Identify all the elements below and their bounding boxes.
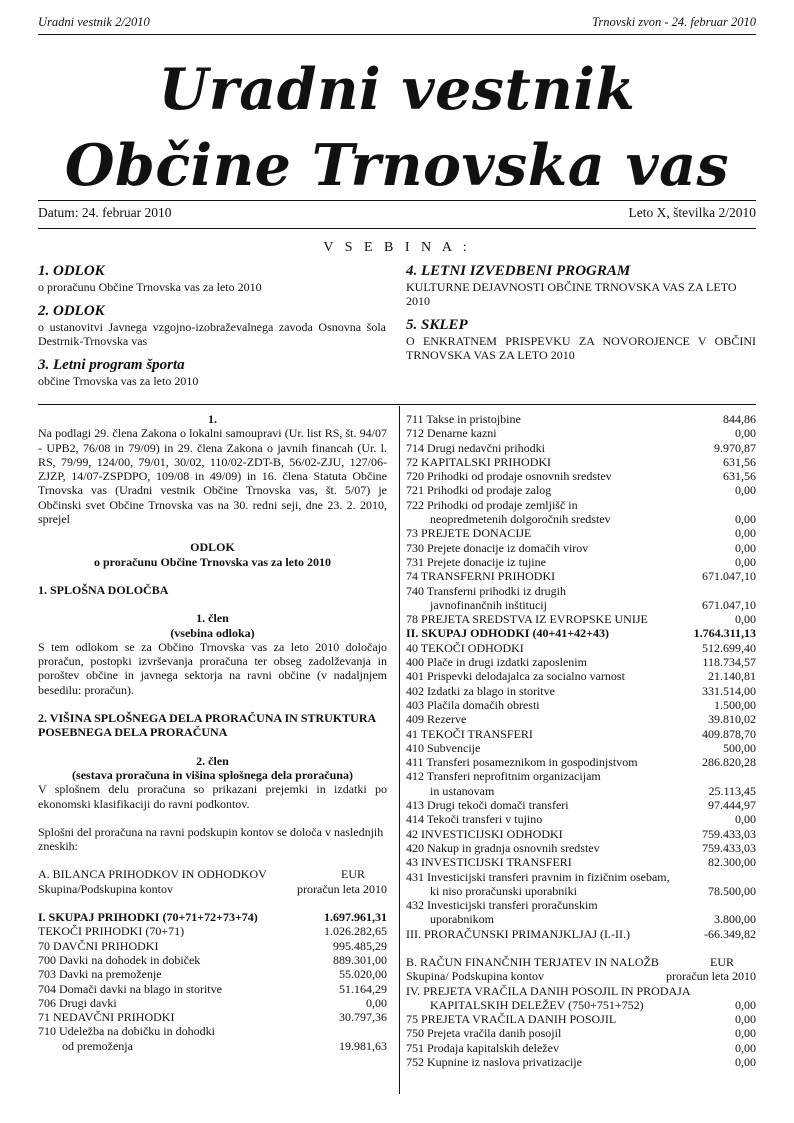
table-row	[406, 641, 756, 655]
table-row	[406, 984, 756, 998]
row-label: 714 Drugi nedavčni prihodki	[406, 440, 545, 455]
row-label: 409 Rezerve	[406, 712, 467, 727]
group-label: Skupina/Podskupina kontov	[38, 881, 174, 896]
row-value: 631,56	[723, 454, 756, 469]
table-row	[406, 655, 756, 669]
table-row	[38, 910, 387, 924]
toc-heading: 2. ODLOK	[38, 303, 105, 319]
row-value: 631,56	[723, 469, 756, 484]
issue-number: Leto X, številka 2/2010	[628, 205, 756, 220]
toc-item[interactable]	[406, 262, 756, 308]
table-row	[406, 1055, 756, 1069]
toc-text: KULTURNE DEJAVNOSTI OBČINE TRNOVSKA VAS ZA LETO 2010	[406, 280, 737, 308]
row-label: 43 INVESTICIJSKI TRANSFERI	[406, 855, 572, 870]
row-label: IV. PREJETA VRAČILA DANIH POSOJIL IN PRODAJA	[406, 983, 691, 998]
table-row	[406, 1026, 756, 1040]
row-label: 751 Prodaja kapitalskih deležev	[406, 1040, 559, 1055]
row-value: 1.764.311,13	[693, 626, 756, 641]
table-row	[406, 498, 756, 512]
row-label: in ustanovam	[430, 783, 495, 798]
row-value: 409.878,70	[702, 726, 756, 741]
table-a-header	[38, 867, 387, 881]
table-row	[406, 769, 756, 783]
odlok-title: ODLOK	[190, 540, 235, 555]
table-row	[406, 426, 756, 440]
row-value: 0,00	[735, 1012, 756, 1027]
row-label: ki niso proračunski uporabniki	[430, 883, 577, 898]
row-value: 25.113,45	[708, 783, 756, 798]
row-value: 55.020,00	[339, 967, 387, 982]
table-row	[406, 755, 756, 769]
row-label: TEKOČI PRIHODKI (70+71)	[38, 924, 185, 939]
dateline	[38, 205, 756, 223]
row-label: 414 Tekoči transferi v tujino	[406, 812, 543, 827]
row-label: 40 TEKOČI ODHODKI	[406, 640, 524, 655]
table-row	[406, 512, 756, 526]
row-label: 73 PREJETE DONACIJE	[406, 526, 532, 541]
table-row	[406, 912, 756, 926]
right-column	[406, 412, 756, 1069]
table-row	[38, 967, 387, 981]
toc-text: O ENKRATNEM PRISPEVKU ZA NOVOROJENCE V OBČINI TRNOVSKA VAS ZA LETO 2010	[406, 334, 756, 362]
table-a-subheader	[38, 882, 387, 896]
masthead	[38, 52, 756, 204]
row-label: 411 Transferi posameznikom in gospodinjstvom	[406, 755, 638, 770]
running-header-right: Trnovski zvon - 24. februar 2010	[592, 15, 756, 29]
row-value: 0,00	[735, 1040, 756, 1055]
table-row	[406, 784, 756, 798]
table-row	[406, 827, 756, 841]
table-row	[406, 569, 756, 583]
row-value: 0,00	[735, 997, 756, 1012]
row-label: 400 Plače in drugi izdatki zaposlenim	[406, 655, 587, 670]
toc-text: o ustanovitvi Javnega vzgojno-izobraževalnega zavoda Osnovna šola Destrnik-Trnovska vas	[38, 320, 386, 348]
table-row	[406, 927, 756, 941]
toc-rule	[38, 404, 756, 405]
odlok-subtitle: o proračunu Občine Trnovska vas za leto 2010	[93, 554, 332, 569]
row-label: 721 Prihodki od prodaje zalog	[406, 483, 552, 498]
row-label: I. SKUPAJ PRIHODKI (70+71+72+73+74)	[38, 910, 258, 925]
row-value: 759.433,03	[702, 840, 756, 855]
row-label: 75 PREJETA VRAČILA DANIH POSOJIL	[406, 1012, 617, 1027]
preamble: Na podlagi 29. člena Zakona o lokalni samoupravi (Ur. list RS, št. 94/07 - UPB2, 76/08 in 79/09) in 29. člena Zakona o javnih financah (Ur. l. RS, 79/99, 124/00, 79/01, 30/02, 110/02-ZDT-B, 56/02-ZJU, 127/06-ZJZP, 14/07-ZSPDPO, 109/08 in 49/09) in 16. člena Statuta Občine Trnovska vas (Uradni vestnik Občine Trnovska vas, št. 5/07) je Občinski svet Občine Trnovska vas na 30. redni seji, dne 23. 2. 2010, sprejel	[38, 426, 387, 527]
table-row	[38, 1024, 387, 1038]
row-value: 844,86	[723, 412, 756, 426]
row-value: 286.820,28	[702, 755, 756, 770]
row-value: 0,00	[735, 1055, 756, 1070]
row-value: 331.514,00	[702, 683, 756, 698]
row-label: javnofinančnih inštitucij	[430, 597, 547, 612]
table-row	[406, 841, 756, 855]
section-1-heading: 1. SPLOŠNA DOLOČBA	[38, 582, 169, 597]
row-label: 402 Izdatki za blago in storitve	[406, 683, 555, 698]
table-row	[406, 526, 756, 540]
row-label: uporabnikom	[430, 912, 494, 927]
row-label: II. SKUPAJ ODHODKI (40+41+42+43)	[406, 626, 609, 641]
row-value: 0,00	[735, 540, 756, 555]
table-row	[406, 669, 756, 683]
table-row	[406, 684, 756, 698]
toc-item[interactable]	[406, 316, 756, 362]
row-label: 410 Subvencije	[406, 740, 481, 755]
row-value: 30.797,36	[339, 1010, 387, 1025]
row-label: 42 INVESTICIJSKI ODHODKI	[406, 826, 563, 841]
row-label: 704 Domači davki na blago in storitve	[38, 981, 222, 996]
row-label: 403 Plačila domačih obresti	[406, 697, 540, 712]
row-value: 1.026.282,65	[324, 924, 387, 939]
left-column	[38, 412, 387, 1053]
table-row	[406, 469, 756, 483]
row-label: 420 Nakup in gradnja osnovnih sredstev	[406, 840, 600, 855]
table-row	[406, 1012, 756, 1026]
row-label: 72 KAPITALSKI PRIHODKI	[406, 454, 552, 469]
row-label: 71 NEDAVČNI PRIHODKI	[38, 1010, 175, 1025]
currency-label: EUR	[710, 954, 734, 969]
masthead-line-2: Občine Trnovska vas	[64, 132, 730, 199]
row-label: 712 Denarne kazni	[406, 426, 497, 441]
row-value: 0,00	[735, 554, 756, 569]
budget-year-label: proračun leta 2010	[297, 881, 387, 896]
group-label: Skupina/ Podskupina kontov	[406, 969, 545, 984]
table-row	[406, 727, 756, 741]
table-row	[38, 982, 387, 996]
toc-heading: 4. LETNI IZVEDBENI PROGRAM	[406, 263, 631, 279]
article-2-title: 2. člen	[196, 753, 229, 768]
row-value: 671.047,10	[702, 569, 756, 584]
row-label: 412 Transferi neprofitnim organizacijam	[406, 769, 601, 784]
row-value: 0,00	[735, 812, 756, 827]
currency-label: EUR	[341, 867, 365, 882]
row-value: 0,00	[735, 426, 756, 441]
column-divider	[399, 406, 400, 1094]
table-row	[406, 712, 756, 726]
row-label: 740 Transferni prihodki iz drugih	[406, 583, 566, 598]
row-value: 0,00	[735, 512, 756, 527]
toc-heading: 5. SKLEP	[406, 317, 468, 333]
row-value: 0,00	[366, 995, 387, 1010]
table-row	[406, 898, 756, 912]
row-label: 78 PREJETA SREDSTVA IZ EVROPSKE UNIJE	[406, 612, 648, 627]
row-label: III. PRORAČUNSKI PRIMANJKLJAJ (I.-II.)	[406, 926, 630, 941]
table-a-rows-continued	[406, 412, 756, 941]
row-label: 432 Investicijski transferi proračunskim	[406, 898, 598, 913]
table-row	[406, 812, 756, 826]
toc-heading: 3. Letni program športa	[38, 357, 185, 373]
row-label: 74 TRANSFERNI PRIHODKI	[406, 569, 556, 584]
row-label: 70 DAVČNI PRIHODKI	[38, 938, 159, 953]
row-label: 731 Prejete donacije iz tujine	[406, 554, 546, 569]
running-header	[38, 14, 756, 35]
table-row	[406, 612, 756, 626]
table-row	[406, 626, 756, 640]
row-label: od premoženja	[62, 1038, 133, 1053]
table-row	[406, 412, 756, 426]
row-value: 82.300,00	[708, 855, 756, 870]
row-label: 711 Takse in pristojbine	[406, 412, 521, 426]
row-value: 0,00	[735, 1026, 756, 1041]
document-number: 1.	[208, 412, 217, 426]
row-label: 752 Kupnine iz naslova privatizacije	[406, 1055, 582, 1070]
article-1-title: 1. člen	[196, 611, 229, 626]
row-label: neopredmetenih dolgoročnih sredstev	[430, 512, 611, 527]
table-b-title: B. RAČUN FINANČNIH TERJATEV IN NALOŽB	[406, 954, 659, 969]
table-row	[38, 924, 387, 938]
table-row	[406, 598, 756, 612]
row-value: 0,00	[735, 483, 756, 498]
row-label: 750 Prejeta vračila danih posojil	[406, 1026, 562, 1041]
toc-item[interactable]	[38, 302, 386, 348]
toc-right	[406, 262, 756, 370]
table-b-rows	[406, 984, 756, 1070]
table-row	[406, 855, 756, 869]
row-label: 722 Prihodki od prodaje zemljišč in	[406, 497, 578, 512]
row-label: 710 Udeležba na dobičku in dohodki	[38, 1024, 215, 1039]
row-value: 19.981,63	[339, 1038, 387, 1053]
table-a-title: A. BILANCA PRIHODKOV IN ODHODKOV	[38, 867, 267, 882]
table-row	[38, 1010, 387, 1024]
toc-item[interactable]	[38, 356, 386, 388]
toc-heading: 1. ODLOK	[38, 263, 105, 279]
article-2-text: V splošnem delu proračuna so prikazani prejemki in izdatki po ekonomski klasifikaciji do ravni podkontov.	[38, 782, 387, 811]
issue-date: Datum: 24. februar 2010	[38, 205, 172, 220]
article-2-subtitle: (sestava proračuna in višina splošnega dela proračuna)	[72, 767, 353, 782]
row-value: 21.140,81	[708, 669, 756, 684]
table-row	[406, 584, 756, 598]
row-label: 413 Drugi tekoči domači transferi	[406, 798, 569, 813]
row-label: 401 Prispevki delodajalca za socialno varnost	[406, 669, 625, 684]
section-2-heading: 2. VIŠINA SPLOŠNEGA DELA PRORAČUNA IN STRUKTURA POSEBNEGA DELA PRORAČUNA	[38, 711, 376, 740]
toc-text: občine Trnovska vas za leto 2010	[38, 374, 199, 388]
running-header-left: Uradni vestnik 2/2010	[38, 15, 150, 29]
table-row	[406, 998, 756, 1012]
row-label: 720 Prihodki od prodaje osnovnih sredstev	[406, 469, 612, 484]
table-row	[406, 798, 756, 812]
table-row	[406, 884, 756, 898]
row-label: KAPITALSKIH DELEŽEV (750+751+752)	[430, 997, 644, 1012]
row-label: 431 Investicijski transferi pravnim in fizičnim osebam,	[406, 869, 670, 884]
toc-title: V S E B I N A :	[323, 240, 471, 255]
row-value: 500,00	[723, 740, 756, 755]
table-row	[406, 541, 756, 555]
row-label: 700 Davki na dohodek in dobiček	[38, 952, 201, 967]
row-value: 3.800,00	[714, 912, 756, 927]
row-value: 671.047,10	[702, 597, 756, 612]
row-value: 759.433,03	[702, 826, 756, 841]
masthead-line-1: Uradni vestnik	[158, 56, 636, 123]
table-row	[406, 698, 756, 712]
row-value: 51.164,29	[339, 981, 387, 996]
row-value: 97.444,97	[708, 798, 756, 813]
row-value: -66.349,82	[704, 926, 756, 941]
row-label: 703 Davki na premoženje	[38, 967, 162, 982]
table-a-rows	[38, 910, 387, 1053]
row-label: 706 Drugi davki	[38, 995, 117, 1010]
row-value: 512.699,40	[702, 640, 756, 655]
toc-text: o proračunu Občine Trnovska vas za leto 2010	[38, 280, 262, 294]
table-row	[38, 953, 387, 967]
row-value: 118.734,57	[702, 655, 756, 670]
row-label: 41 TEKOČI TRANSFERI	[406, 726, 533, 741]
table-row	[406, 555, 756, 569]
toc-left	[38, 262, 386, 396]
table-row	[406, 483, 756, 497]
row-value: 1.697.961,31	[324, 910, 387, 925]
row-value: 39.810,02	[708, 712, 756, 727]
table-row	[406, 441, 756, 455]
row-value: 995.485,29	[333, 938, 387, 953]
article-1-text: S tem odlokom se za Občino Trnovska vas za leto 2010 določajo proračun, postopki izvrševanja proračuna ter obseg zadolževanja in poroštev občine in javnega sektorja na ravni občine (v nadaljnjem besedilu: proračun).	[38, 639, 387, 697]
table-row	[406, 870, 756, 884]
masthead-rule-bottom	[38, 228, 756, 229]
table-row	[38, 996, 387, 1010]
row-value: 889.301,00	[333, 952, 387, 967]
row-value: 0,00	[735, 612, 756, 627]
table-row	[38, 939, 387, 953]
toc-item[interactable]	[38, 262, 386, 294]
budget-year-label: proračun leta 2010	[666, 969, 756, 984]
table-b-header	[406, 955, 756, 969]
table-row	[38, 1039, 387, 1053]
table-b-subheader	[406, 969, 756, 983]
table-row	[406, 741, 756, 755]
table-row	[406, 455, 756, 469]
masthead-rule-top	[38, 200, 756, 201]
row-value: 1.500,00	[714, 697, 756, 712]
article-2-text-2: Splošni del proračuna na ravni podskupin kontov se določa v naslednjih zneskih:	[38, 824, 384, 854]
row-label: 730 Prejete donacije iz domačih virov	[406, 540, 589, 555]
row-value: 78.500,00	[708, 883, 756, 898]
row-value: 0,00	[735, 526, 756, 541]
row-value: 9.970,87	[714, 440, 756, 455]
table-row	[406, 1041, 756, 1055]
article-1-subtitle: (vsebina odloka)	[170, 625, 255, 640]
